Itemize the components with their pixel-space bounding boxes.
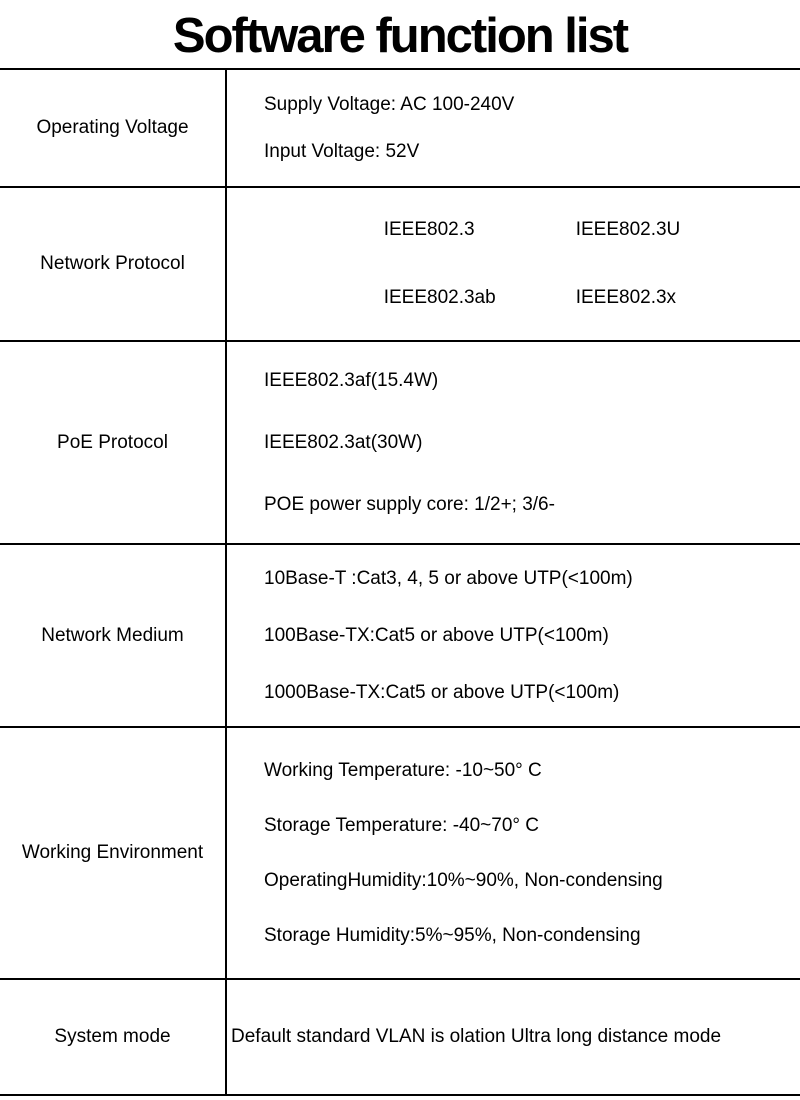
row-values-operating-voltage xyxy=(227,70,800,186)
spec-line: POE power supply core: 1/2+; 3/6- xyxy=(264,493,555,515)
spec-line: IEEE802.3at(30W) xyxy=(264,431,423,453)
table-row-poe-protocol xyxy=(0,342,800,545)
row-values-poe-protocol xyxy=(227,342,800,543)
table-row-system-mode xyxy=(0,980,800,1096)
table-row-network-medium xyxy=(0,545,800,728)
row-label-network-medium: Network Medium xyxy=(0,545,227,726)
spec-line: OperatingHumidity:10%~90%, Non-condensing xyxy=(264,869,663,891)
row-label-system-mode: System mode xyxy=(0,980,227,1094)
row-values-working-environment xyxy=(227,728,800,978)
row-values-network-medium xyxy=(227,545,800,726)
spec-line: Input Voltage: 52V xyxy=(264,140,420,162)
spec-line: IEEE802.3x xyxy=(575,287,677,308)
spec-line: Supply Voltage: AC 100-240V xyxy=(264,93,515,115)
table-row-network-protocol xyxy=(0,188,800,342)
spec-line: 10Base-T :Cat3, 4, 5 or above UTP(<100m) xyxy=(264,567,633,589)
spec-line: IEEE802.3 xyxy=(383,219,475,240)
spec-line: IEEE802.3U xyxy=(575,219,681,240)
row-label-operating-voltage: Operating Voltage xyxy=(0,70,227,186)
row-values-network-protocol xyxy=(227,188,800,340)
row-label-network-protocol: Network Protocol xyxy=(0,188,227,340)
table-row-operating-voltage xyxy=(0,70,800,188)
page-title: Software function list xyxy=(172,9,628,63)
row-values-system-mode xyxy=(227,980,800,1094)
spec-line: 100Base-TX:Cat5 or above UTP(<100m) xyxy=(264,624,609,646)
spec-line: Working Temperature: -10~50° C xyxy=(264,759,542,781)
spec-line: Storage Temperature: -40~70° C xyxy=(264,814,539,836)
spec-table xyxy=(0,68,800,1096)
spec-line: Storage Humidity:5%~95%, Non-condensing xyxy=(264,924,641,946)
row-label-working-environment: Working Environment xyxy=(0,728,227,978)
spec-line: Default standard VLAN is olation Ultra long distance mode xyxy=(231,1026,722,1047)
spec-line: 1000Base-TX:Cat5 or above UTP(<100m) xyxy=(264,681,620,703)
spec-line: IEEE802.3af(15.4W) xyxy=(264,369,439,391)
row-label-poe-protocol: PoE Protocol xyxy=(0,342,227,543)
table-row-working-environment xyxy=(0,728,800,980)
spec-line: IEEE802.3ab xyxy=(383,287,496,308)
